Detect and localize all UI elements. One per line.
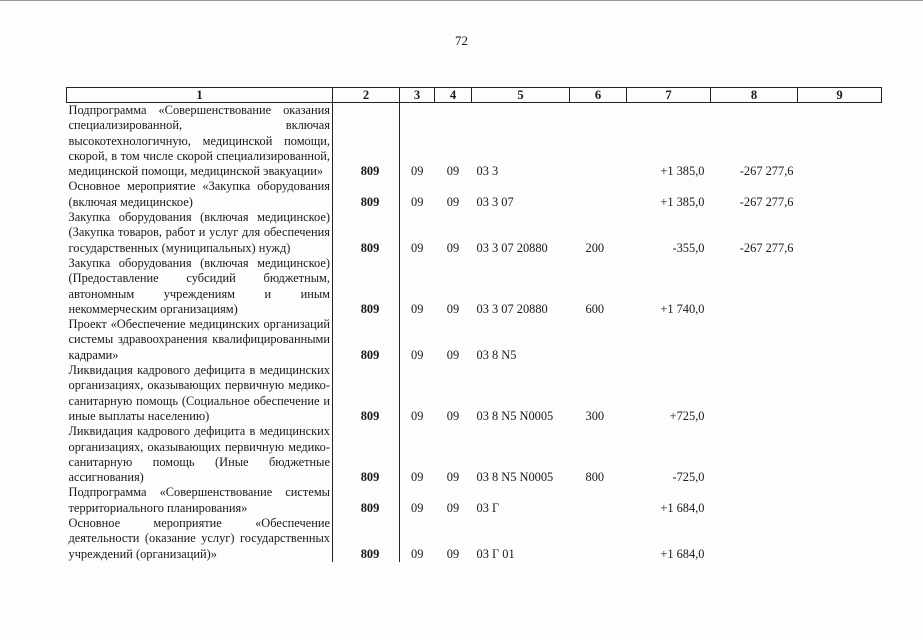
row-cell-c6: 800 [585, 470, 605, 485]
row-cell-c6: 200 [585, 240, 605, 255]
row-cell-c8 [711, 256, 798, 317]
row-description: Основное мероприятие «Обеспечение деятельности (оказание услуг) государственных учреждений (организаций)» [67, 516, 333, 562]
row-cell-c6: 300 [585, 408, 605, 423]
row-cell-c3: 09 [411, 240, 424, 255]
row-cell-c5: 03 3 07 20880 [476, 301, 548, 316]
row-cell-c9 [798, 103, 882, 180]
row-cell-c7 [627, 317, 711, 363]
row-cell-c3: 09 [411, 301, 424, 316]
row-cell-c7: +1 684,0 [660, 500, 705, 515]
row-cell-c8: -267 277,6 [739, 164, 794, 179]
row-cell-c7: +1 740,0 [660, 301, 705, 316]
table-row [67, 516, 882, 562]
table-header-row [67, 88, 882, 103]
row-cell-c4: 09 [446, 194, 460, 209]
row-cell-c6 [570, 317, 627, 363]
row-cell-c6 [570, 516, 627, 562]
row-cell-c6 [570, 179, 627, 210]
row-cell-c9 [798, 256, 882, 317]
row-cell-c9 [798, 179, 882, 210]
header-col-2: 2 [333, 88, 400, 103]
row-description: Основное мероприятие «Закупка оборудования (включая медицинское) [67, 179, 333, 210]
header-col-9: 9 [798, 88, 882, 103]
top-border-line [0, 0, 923, 4]
row-cell-c9 [798, 210, 882, 256]
row-cell-c3: 09 [411, 546, 424, 561]
row-cell-c8 [711, 363, 798, 424]
row-cell-c2: 809 [333, 179, 400, 210]
row-cell-c7: +1 684,0 [660, 546, 705, 561]
row-cell-c3: 09 [411, 500, 424, 515]
row-cell-c2: 809 [333, 485, 400, 516]
page-number: 72 [455, 33, 468, 48]
row-cell-c7: -355,0 [672, 240, 705, 255]
header-col-3: 3 [400, 88, 435, 103]
table-row [67, 363, 882, 424]
row-description: Ликвидация кадрового дефицита в медицинских организациях, оказывающих первичную медико-санитарную помощь (Иные бюджетные ассигнования) [67, 424, 333, 485]
row-cell-c8: -267 277,6 [739, 194, 794, 209]
row-cell-c5: 03 8 N5 N0005 [476, 408, 554, 423]
row-cell-c5: 03 3 07 20880 [476, 240, 548, 255]
header-col-1: 1 [67, 88, 333, 103]
row-cell-c7: -725,0 [672, 470, 705, 485]
table-row [67, 485, 882, 516]
row-description: Проект «Обеспечение медицинских организаций системы здравоохранения квалифицированными кадрами» [67, 317, 333, 363]
row-cell-c8 [711, 516, 798, 562]
row-cell-c2: 809 [333, 363, 400, 424]
row-cell-c6 [570, 103, 627, 180]
row-cell-c3: 09 [411, 470, 424, 485]
row-cell-c8 [711, 485, 798, 516]
table-row [67, 103, 882, 180]
row-cell-c7: +1 385,0 [660, 194, 705, 209]
row-cell-c5: 03 8 N5 [476, 347, 517, 362]
table-body [67, 103, 882, 562]
header-col-4: 4 [435, 88, 472, 103]
table-row [67, 424, 882, 485]
row-cell-c2: 809 [333, 317, 400, 363]
header-col-5: 5 [472, 88, 570, 103]
row-description: Подпрограмма «Совершенствование оказания специализированной, включая высокотехнологичную, медицинской помощи, скорой, в том числе скорой специализированной, медицинской помощи, медицинской эвакуации» [67, 103, 333, 180]
row-cell-c4: 09 [446, 500, 460, 515]
row-cell-c6 [570, 485, 627, 516]
row-description: Подпрограмма «Совершенствование системы территориального планирования» [67, 485, 333, 516]
row-cell-c3: 09 [411, 408, 424, 423]
budget-table [66, 87, 882, 562]
header-col-6: 6 [570, 88, 627, 103]
row-cell-c8: -267 277,6 [739, 240, 794, 255]
row-cell-c5: 03 Г 01 [476, 546, 515, 561]
row-cell-c4: 09 [446, 301, 460, 316]
row-cell-c9 [798, 516, 882, 562]
row-cell-c4: 09 [446, 347, 460, 362]
row-cell-c8 [711, 317, 798, 363]
row-cell-c8 [711, 424, 798, 485]
row-cell-c4: 09 [446, 470, 460, 485]
row-cell-c5: 03 3 [476, 164, 499, 179]
table-row [67, 210, 882, 256]
row-description: Ликвидация кадрового дефицита в медицинских организациях, оказывающих первичную медико-санитарную помощь (Социальное обеспечение и иные выплаты населению) [67, 363, 333, 424]
row-cell-c5: 03 3 07 [476, 194, 514, 209]
row-cell-c4: 09 [446, 240, 460, 255]
row-cell-c2: 809 [333, 516, 400, 562]
row-cell-c2: 809 [333, 210, 400, 256]
row-cell-c6: 600 [585, 301, 605, 316]
header-col-7: 7 [627, 88, 711, 103]
row-description: Закупка оборудования (включая медицинское) (Закупка товаров, работ и услуг для обеспечения государственных (муниципальных) нужд) [67, 210, 333, 256]
row-cell-c4: 09 [446, 164, 460, 179]
table-row [67, 256, 882, 317]
row-description: Закупка оборудования (включая медицинское) (Предоставление субсидий бюджетным, автономным учреждениям и иным некоммерческим организациям) [67, 256, 333, 317]
table-row [67, 179, 882, 210]
row-cell-c4: 09 [446, 546, 460, 561]
row-cell-c4: 09 [446, 408, 460, 423]
row-cell-c5: 03 8 N5 N0005 [476, 470, 554, 485]
row-cell-c7: +1 385,0 [660, 164, 705, 179]
row-cell-c3: 09 [411, 347, 424, 362]
row-cell-c2: 809 [333, 256, 400, 317]
row-cell-c3: 09 [411, 164, 424, 179]
row-cell-c7: +725,0 [669, 408, 705, 423]
row-cell-c2: 809 [333, 103, 400, 180]
row-cell-c2: 809 [333, 424, 400, 485]
row-cell-c3: 09 [411, 194, 424, 209]
row-cell-c9 [798, 485, 882, 516]
row-cell-c9 [798, 424, 882, 485]
table-row [67, 317, 882, 363]
header-col-8: 8 [711, 88, 798, 103]
row-cell-c5: 03 Г [476, 500, 500, 515]
row-cell-c9 [798, 317, 882, 363]
row-cell-c9 [798, 363, 882, 424]
